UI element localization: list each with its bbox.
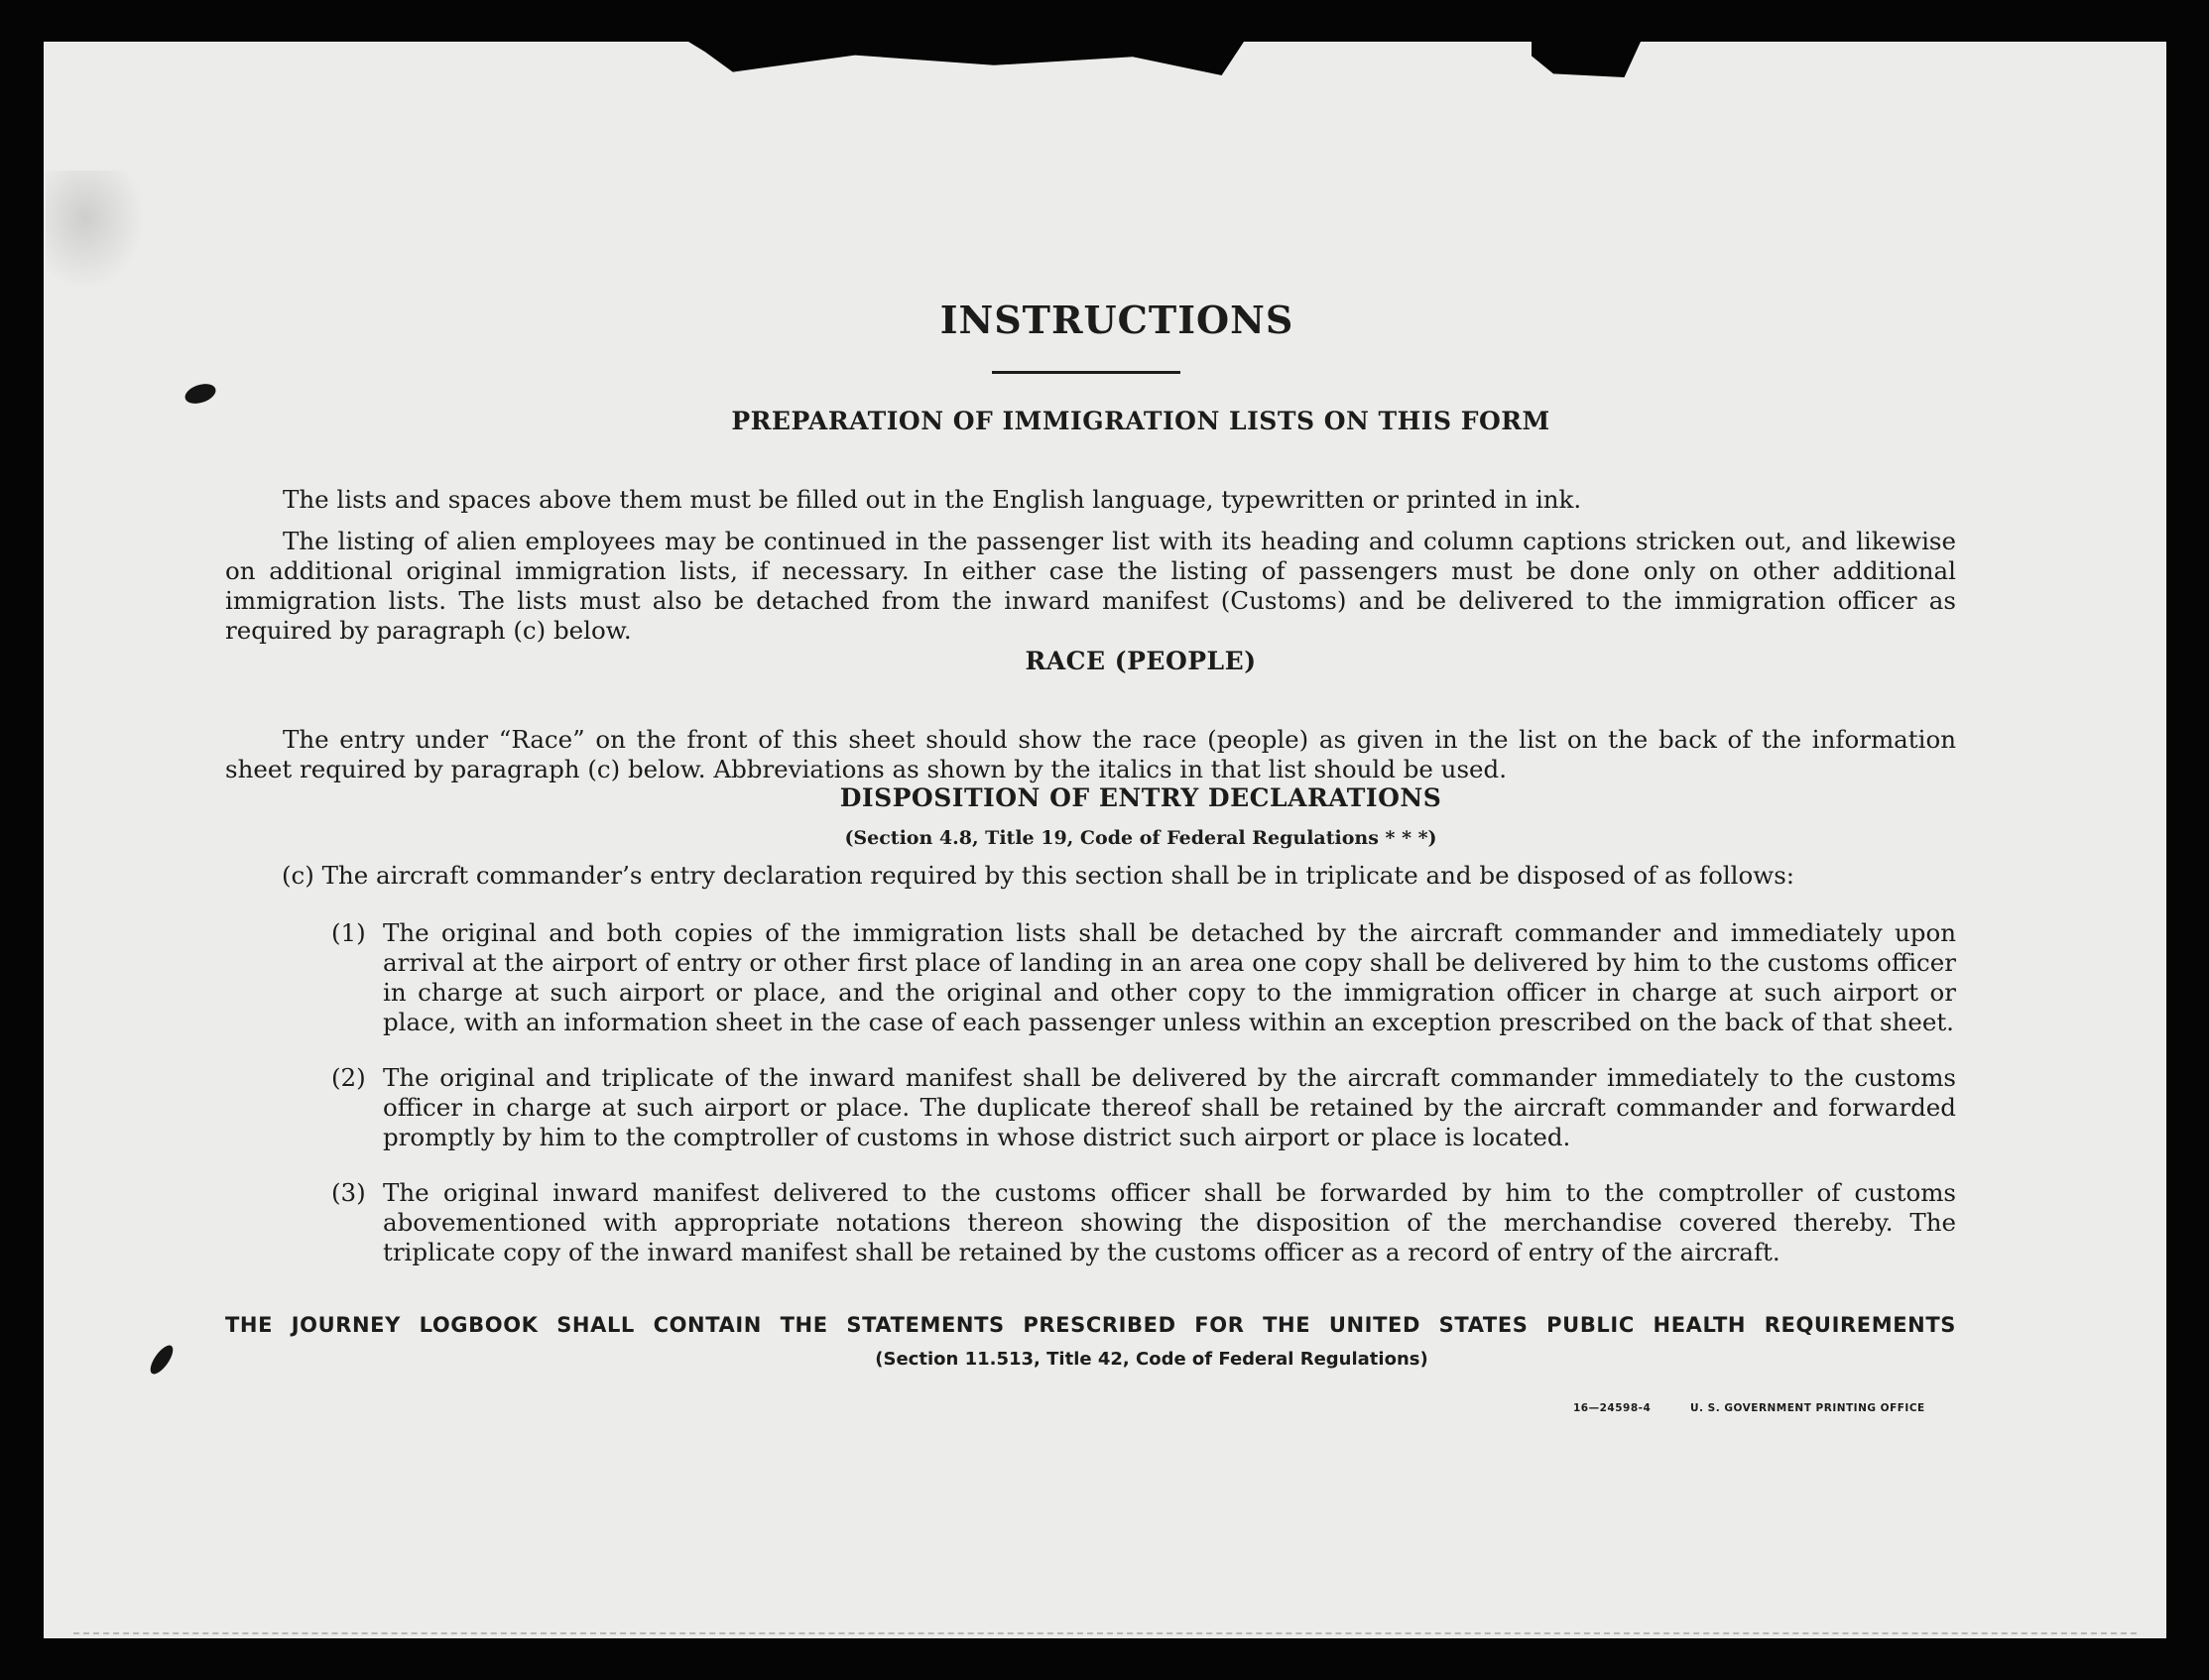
page-title: INSTRUCTIONS <box>939 298 1294 342</box>
clause-c: (c) The aircraft commander’s entry declaration required by this section shall be in triplicate and be disposed of as follows: <box>282 861 1795 890</box>
list-item-text: The original inward manifest delivered to the customs officer shall be forwarded by him to the comptroller of customs abovementioned with appropriate notations thereon showing the disposition of the merchandise covered thereby. The triplicate copy of the inward manifest shall be retained by the customs officer as a record of entry of the aircraft. <box>383 1178 1956 1266</box>
paper-stain <box>46 171 145 290</box>
document-sheet <box>44 42 2166 1638</box>
list-item <box>331 918 1956 1037</box>
paragraph-race: The entry under “Race” on the front of this sheet should show the race (people) as given in the list on the back of the information sheet required by paragraph (c) below. Abbreviations as shown by the italics in that list should be used. <box>225 724 1956 783</box>
paragraph-preparation-1: The lists and spaces above them must be filled out in the English language, typewritten or printed in ink. <box>283 484 1582 514</box>
list-item-text: The original and both copies of the immigration lists shall be detached by the aircraft commander and immediately upon arrival at the airport of entry or other first place of landing in an area one copy shall be delivered by him to the customs officer in charge at such airport or place, and the original and other copy to the immigration officer in charge at such airport or place, with an information sheet in the case of each passenger unless within an exception prescribed on the back of that sheet. <box>383 918 1956 1036</box>
list-item-number: (2) <box>331 1063 366 1092</box>
section-heading-race: RACE (PEOPLE) <box>1025 647 1257 675</box>
list-item-text: The original and triplicate of the inward manifest shall be delivered by the aircraft commander immediately to the customs officer in charge at such airport or place. The duplicate thereof shall be retained by the aircraft commander and forwarded promptly by him to the comptroller of customs in whose district such airport or place is located. <box>383 1063 1956 1151</box>
title-underline <box>992 371 1180 374</box>
disposition-citation: (Section 4.8, Title 19, Code of Federal Regulations * * *) <box>844 827 1437 849</box>
torn-edge <box>1532 42 1641 77</box>
paragraph-preparation-2: The listing of alien employees may be continued in the passenger list with its heading and column captions stricken out, and likewise on additional original immigration lists, if necessary. In either case the listing of passengers must be done only on other additional immigration lists. The lists must also be detached from the inward manifest (Customs) and be delivered to the immigration officer as required by paragraph (c) below. <box>225 526 1956 645</box>
list-item <box>331 1178 1956 1267</box>
health-requirements-citation: (Section 11.513, Title 42, Code of Federal Regulations) <box>875 1349 1428 1370</box>
list-item <box>331 1063 1956 1152</box>
ink-blot <box>183 380 218 407</box>
section-heading-preparation: PREPARATION OF IMMIGRATION LISTS ON THIS FORM <box>731 407 1550 435</box>
list-item-number: (3) <box>331 1178 366 1207</box>
printer-imprint: U. S. GOVERNMENT PRINTING OFFICE <box>1690 1402 1925 1414</box>
list-item-number: (1) <box>331 918 366 947</box>
section-heading-disposition: DISPOSITION OF ENTRY DECLARATIONS <box>839 783 1442 812</box>
bottom-edge <box>73 1632 2137 1634</box>
health-requirements-statement: THE JOURNEY LOGBOOK SHALL CONTAIN THE STATEMENTS PRESCRIBED FOR THE UNITED STATES PUBLIC HEALTH REQUIREMENTS <box>225 1313 1956 1337</box>
torn-edge <box>688 42 1244 75</box>
form-number: 16—24598-4 <box>1573 1402 1652 1414</box>
